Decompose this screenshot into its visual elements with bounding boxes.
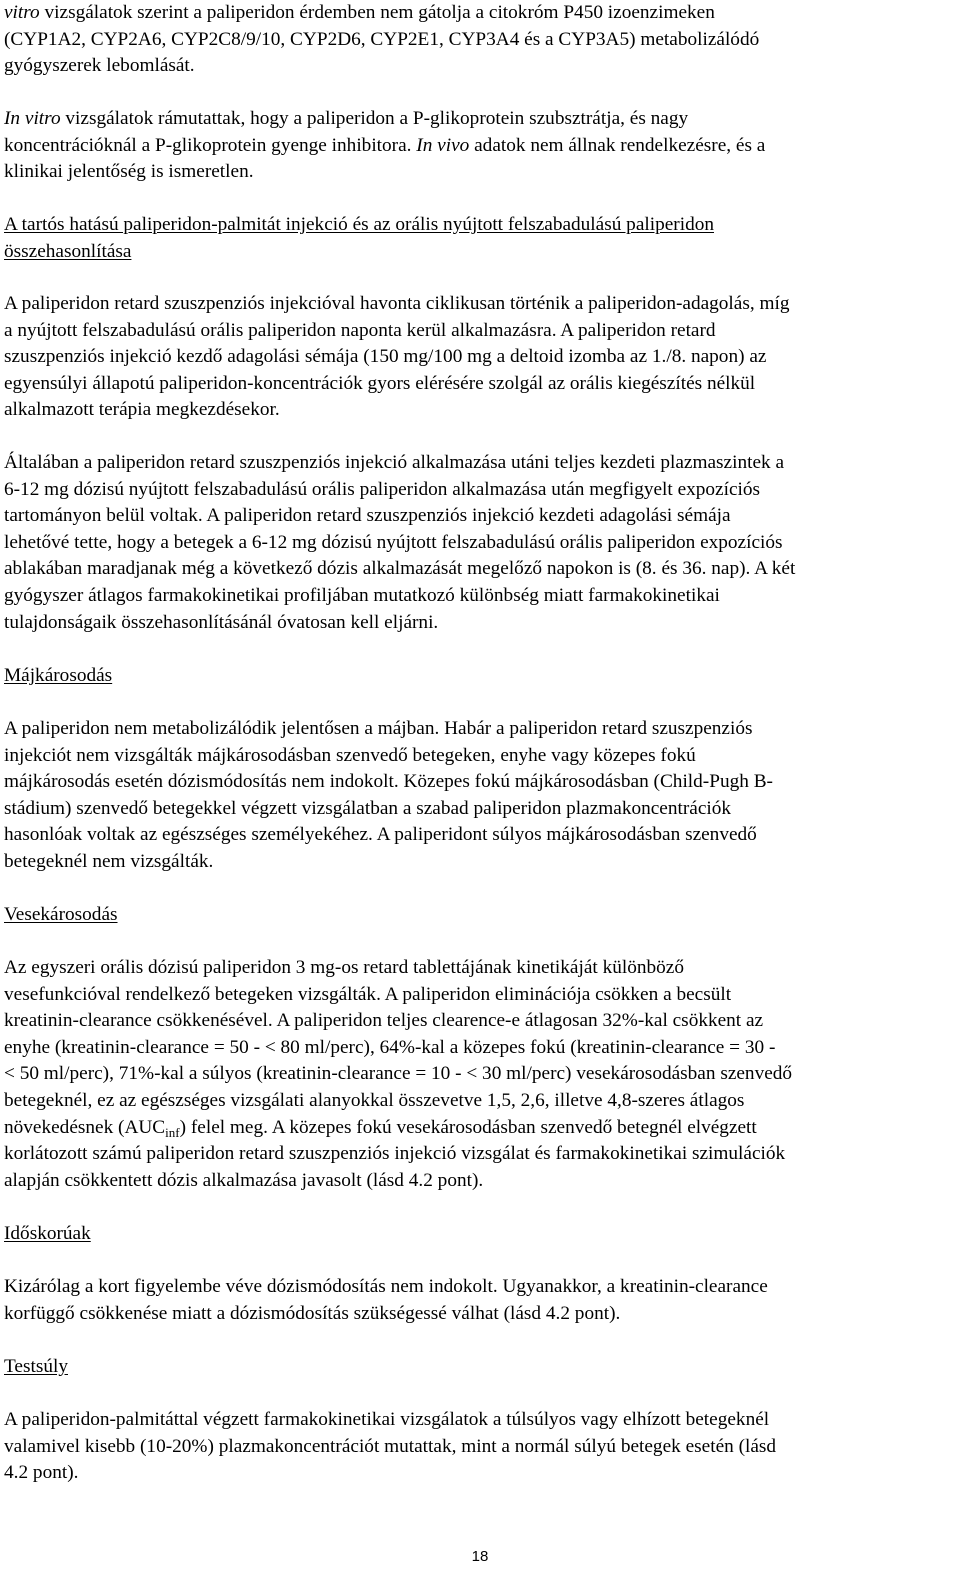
text-line: tulajdonságaik összehasonlításánál óvatosan kell eljárni. [4,611,439,633]
text-line: injekciót nem vizsgálták májkárosodásban szenvedő betegeken, enyhe vagy közepes fokú [4,744,696,766]
page-number: 18 [471,1548,489,1565]
text-line: (CYP1A2, CYP2A6, CYP2C8/9/10, CYP2D6, CYP2E1, CYP3A4 és a CYP3A5) metabolizálódó [4,28,760,50]
text-line: 4.2 pont). [4,1462,79,1484]
text-line: Kizárólag a kort figyelembe véve dózismódosítás nem indokolt. Ugyanakkor, a kreatinin-clearance [4,1276,768,1297]
section-heading-liver: Májkárosodás [4,665,113,686]
text-line: A paliperidon-palmitáttal végzett farmakokinetikai vizsgálatok a túlsúlyos vagy elhízott betegeknél [4,1409,770,1430]
text-line: A paliperidon nem metabolizálódik jelentősen a májban. Habár a paliperidon retard szuszpenziós [4,718,753,739]
text-line: alkalmazott terápia megkezdésekor. [4,399,280,421]
text-line: < 50 ml/perc), 71%-kal a súlyos (kreatinin-clearance = 10 - < 30 ml/perc) vesekárosodásban szenvedő [4,1063,793,1085]
text-line: májkárosodás esetén dózismódosítás nem indokolt. Közepes fokú májkárosodásban (Child-Pugh B- [4,771,773,793]
section-heading-body-weight: Testsúly [4,1356,68,1377]
text-line: betegeknél, ez az egészséges vizsgálati alanyokkal összevetve 1,5, 2,6, illetve 4,8-szeres átlagos [4,1089,745,1111]
paragraph-cyp450 [4,0,952,80]
text-line: a nyújtott felszabadulású orális paliperidon naponta kerül alkalmazásra. A paliperidon retard [4,319,716,341]
paragraph-plasma-levels [4,450,952,636]
text-line: koncentrációknál a P-glikoprotein gyenge inhibitora. In vivo adatok nem állnak rendelkezésre, és a [4,134,766,156]
text-line: hasonlóak voltak az egészséges személyekéhez. A paliperidont súlyos májkárosodásban szenvedő [4,824,757,846]
paragraph-kidney-impairment [4,955,952,1194]
text-line: gyógyszerek lebomlását. [4,55,195,77]
text-line: Az egyszeri orális dózisú paliperidon 3 mg-os retard tablettájának kinetikáját különböző [4,957,684,978]
text-line: betegeknél nem vizsgálták. [4,850,214,872]
text-line: enyhe (kreatinin-clearance = 50 - < 80 ml/perc), 64%-kal a közepes fokú (kreatinin-clearance = 30 - [4,1036,776,1058]
text-line: ablakában maradjanak még a következő dózis alkalmazását megelőző napokon is (8. és 36. nap). A két [4,558,796,580]
text-line: valamivel kisebb (10-20%) plazmakoncentrációt mutattak, mint a normál súlyú betegek esetén (lásd [4,1435,777,1457]
text-line: klinikai jelentőség is ismeretlen. [4,161,254,183]
text-line: A paliperidon retard szuszpenziós injekcióval havonta ciklikusan történik a paliperidon-adagolás, míg [4,293,790,314]
paragraph-body-weight [4,1407,952,1487]
text-line: vesefunkcióval rendelkező betegeken vizsgálták. A paliperidon eliminációja csökken a becsült [4,983,732,1005]
text-line: tartományon belül voltak. A paliperidon retard szuszpenziós injekció kezdeti adagolási sémája [4,505,731,527]
text-line: lehetővé tette, hogy a betegek a 6-12 mg dózisú nyújtott felszabadulású orális paliperidon expozíciós [4,531,783,553]
section-heading-elderly: Időskorúak [4,1223,91,1244]
text-line: stádium) szenvedő betegekkel végzett vizsgálatban a szabad paliperidon plazmakoncentrációk [4,797,732,819]
text-line: alapján csökkentett dózis alkalmazása javasolt (lásd 4.2 pont). [4,1169,484,1191]
text-line: Általában a paliperidon retard szuszpenziós injekció alkalmazása utáni teljes kezdeti plazmaszintek a [4,452,785,473]
section-heading-comparison: A tartós hatású paliperidon-palmitát injekció és az orális nyújtott felszabadulású paliperidon összehasonlítása [4,214,714,262]
text-line: kreatinin-clearance csökkenésével. A paliperidon teljes clearence-e átlagosan 32%-kal csökkent az [4,1010,764,1032]
text-line: vitro vizsgálatok szerint a paliperidon érdemben nem gátolja a citokróm P450 izoenzimeken [4,2,715,23]
text-line: In vitro vizsgálatok rámutattak, hogy a paliperidon a P-glikoprotein szubsztrátja, és nagy [4,108,689,129]
text-line: egyensúlyi állapotú paliperidon-koncentrációk gyors elérésére szolgál az orális kiegészítés nélkül [4,372,756,394]
text-line: növekedésnek $(AUC_{inf})$ felel meg. A közepes fokú vesekárosodásban szenvedő betegnél elvégzett [4,1116,757,1140]
paragraph-elderly [4,1274,952,1327]
text-line: gyógyszer átlagos farmakokinetikai profiljában mutatkozó különbség miatt farmakokinetikai [4,584,720,606]
paragraph-liver-impairment [4,716,952,876]
text-line: korlátozott számú paliperidon retard szuszpenziós injekció vizsgálat és farmakokinetikai szimulációk [4,1143,786,1165]
section-heading-kidney: Vesekárosodás [4,904,118,925]
paragraph-p-glycoprotein [4,106,952,186]
text-line: korfüggő csökkenése miatt a dózismódosítás szükségessé válhat (lásd 4.2 pont). [4,1302,621,1324]
text-line: szuszpenziós injekció kezdő adagolási sémája (150 mg/100 mg a deltoid izomba az 1./8. napon) az [4,346,767,368]
paragraph-injection-regimen [4,291,952,424]
text-line: 6-12 mg dózisú nyújtott felszabadulású orális paliperidon alkalmazása után megfigyelt expozíciós [4,478,761,500]
